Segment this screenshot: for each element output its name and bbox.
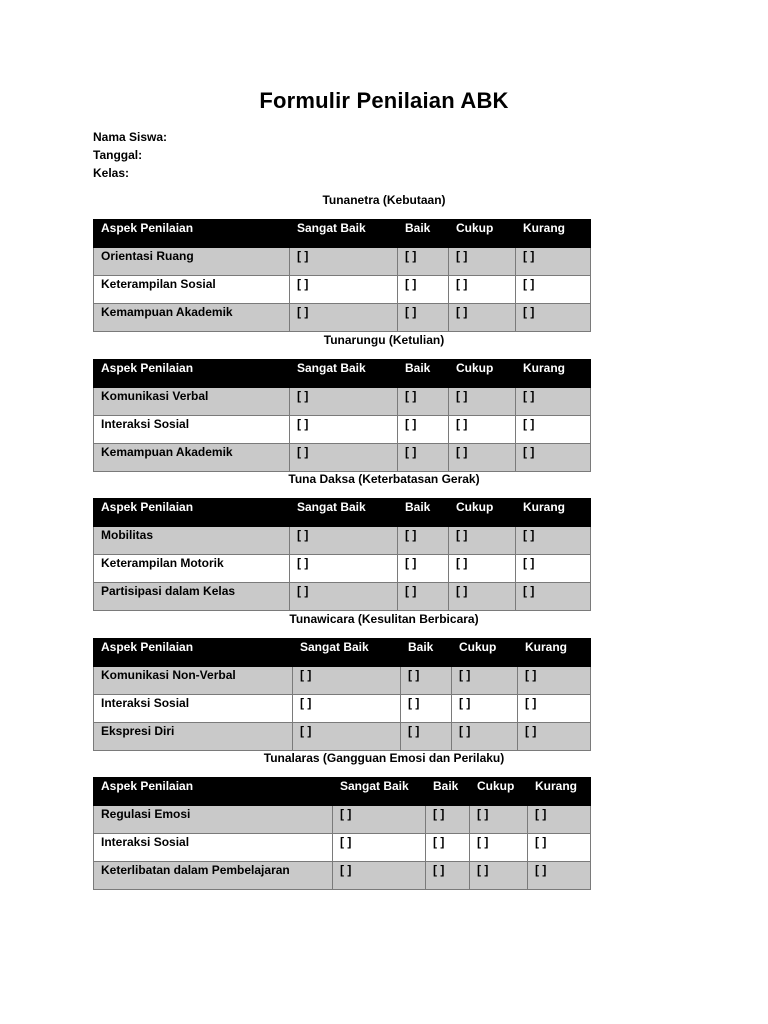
aspect-label: Keterlibatan dalam Pembelajaran: [94, 862, 333, 890]
table-header-row: [94, 778, 591, 806]
checkbox-kurang[interactable]: [ ]: [516, 555, 591, 583]
checkbox-kurang[interactable]: [ ]: [516, 248, 591, 276]
table-row: [94, 862, 591, 890]
table-row: [94, 667, 591, 695]
checkbox-baik[interactable]: [ ]: [398, 304, 449, 332]
checkbox-baik[interactable]: [ ]: [398, 416, 449, 444]
student-name-field: Nama Siswa:: [93, 130, 168, 144]
header-sangat-baik: Sangat Baik: [290, 220, 398, 248]
checkbox-kurang[interactable]: [ ]: [518, 695, 591, 723]
header-kurang: Kurang: [528, 778, 591, 806]
table-header-row: [94, 220, 591, 248]
aspect-label: Kemampuan Akademik: [94, 444, 290, 472]
checkbox-baik[interactable]: [ ]: [398, 527, 449, 555]
student-info: [93, 128, 167, 182]
aspect-label: Kemampuan Akademik: [94, 304, 290, 332]
checkbox-baik[interactable]: [ ]: [401, 667, 452, 695]
checkbox-cukup[interactable]: [ ]: [470, 806, 528, 834]
checkbox-sangat-baik[interactable]: [ ]: [290, 444, 398, 472]
header-aspek: Aspek Penilaian: [94, 220, 290, 248]
header-kurang: Kurang: [516, 499, 591, 527]
checkbox-baik[interactable]: [ ]: [426, 862, 470, 890]
checkbox-kurang[interactable]: [ ]: [516, 444, 591, 472]
checkbox-baik[interactable]: [ ]: [398, 444, 449, 472]
assessment-table-tunarungu: [93, 359, 591, 472]
aspect-label: Partisipasi dalam Kelas: [94, 583, 290, 611]
section-title-tunanetra: Tunanetra (Kebutaan): [322, 193, 446, 207]
checkbox-cukup[interactable]: [ ]: [449, 444, 516, 472]
checkbox-sangat-baik[interactable]: [ ]: [333, 834, 426, 862]
section-title-tunawicara: Tunawicara (Kesulitan Berbicara): [289, 612, 479, 626]
checkbox-kurang[interactable]: [ ]: [528, 862, 591, 890]
assessment-table-tunanetra: [93, 219, 591, 332]
header-cukup: Cukup: [449, 499, 516, 527]
checkbox-kurang[interactable]: [ ]: [516, 416, 591, 444]
aspect-label: Regulasi Emosi: [94, 806, 333, 834]
header-sangat-baik: Sangat Baik: [333, 778, 426, 806]
checkbox-baik[interactable]: [ ]: [398, 583, 449, 611]
table-row: [94, 806, 591, 834]
checkbox-kurang[interactable]: [ ]: [516, 527, 591, 555]
table-row: [94, 555, 591, 583]
aspect-label: Interaksi Sosial: [94, 416, 290, 444]
assessment-table-tunalaras: [93, 777, 591, 890]
checkbox-sangat-baik[interactable]: [ ]: [290, 276, 398, 304]
table-row: [94, 416, 591, 444]
header-baik: Baik: [398, 220, 449, 248]
table-row: [94, 527, 591, 555]
aspect-label: Orientasi Ruang: [94, 248, 290, 276]
checkbox-sangat-baik[interactable]: [ ]: [290, 555, 398, 583]
date-field: Tanggal:: [93, 148, 143, 162]
table-header-row: [94, 639, 591, 667]
checkbox-sangat-baik[interactable]: [ ]: [290, 248, 398, 276]
section-title-tunalaras: Tunalaras (Gangguan Emosi dan Perilaku): [263, 751, 505, 765]
header-sangat-baik: Sangat Baik: [290, 360, 398, 388]
table-row: [94, 444, 591, 472]
table-row: [94, 723, 591, 751]
checkbox-cukup[interactable]: [ ]: [449, 555, 516, 583]
header-kurang: Kurang: [516, 360, 591, 388]
checkbox-kurang[interactable]: [ ]: [528, 806, 591, 834]
checkbox-cukup[interactable]: [ ]: [452, 667, 518, 695]
page-title: Formulir Penilaian ABK: [259, 88, 509, 113]
checkbox-kurang[interactable]: [ ]: [516, 304, 591, 332]
checkbox-cukup[interactable]: [ ]: [452, 723, 518, 751]
class-field: Kelas:: [93, 166, 130, 180]
header-cukup: Cukup: [449, 360, 516, 388]
header-baik: Baik: [398, 360, 449, 388]
table-row: [94, 583, 591, 611]
aspect-label: Ekspresi Diri: [94, 723, 293, 751]
checkbox-sangat-baik[interactable]: [ ]: [333, 862, 426, 890]
header-aspek: Aspek Penilaian: [94, 639, 293, 667]
checkbox-kurang[interactable]: [ ]: [516, 276, 591, 304]
checkbox-sangat-baik[interactable]: [ ]: [293, 723, 401, 751]
header-kurang: Kurang: [518, 639, 591, 667]
checkbox-baik[interactable]: [ ]: [398, 388, 449, 416]
table-row: [94, 248, 591, 276]
checkbox-sangat-baik[interactable]: [ ]: [293, 695, 401, 723]
checkbox-kurang[interactable]: [ ]: [518, 723, 591, 751]
checkbox-sangat-baik[interactable]: [ ]: [290, 583, 398, 611]
checkbox-kurang[interactable]: [ ]: [516, 388, 591, 416]
checkbox-cukup[interactable]: [ ]: [449, 388, 516, 416]
aspect-label: Keterampilan Motorik: [94, 555, 290, 583]
aspect-label: Interaksi Sosial: [94, 695, 293, 723]
header-sangat-baik: Sangat Baik: [290, 499, 398, 527]
checkbox-sangat-baik[interactable]: [ ]: [290, 304, 398, 332]
checkbox-baik[interactable]: [ ]: [426, 834, 470, 862]
checkbox-baik[interactable]: [ ]: [398, 276, 449, 304]
table-row: [94, 388, 591, 416]
aspect-label: Mobilitas: [94, 527, 290, 555]
header-baik: Baik: [401, 639, 452, 667]
checkbox-baik[interactable]: [ ]: [401, 695, 452, 723]
checkbox-baik[interactable]: [ ]: [398, 555, 449, 583]
checkbox-sangat-baik[interactable]: [ ]: [293, 667, 401, 695]
table-header-row: [94, 499, 591, 527]
checkbox-baik[interactable]: [ ]: [426, 806, 470, 834]
checkbox-sangat-baik[interactable]: [ ]: [290, 416, 398, 444]
header-kurang: Kurang: [516, 220, 591, 248]
checkbox-baik[interactable]: [ ]: [398, 248, 449, 276]
checkbox-cukup[interactable]: [ ]: [452, 695, 518, 723]
checkbox-sangat-baik[interactable]: [ ]: [290, 527, 398, 555]
checkbox-cukup[interactable]: [ ]: [449, 248, 516, 276]
aspect-label: Keterampilan Sosial: [94, 276, 290, 304]
section-title-tunarungu: Tunarungu (Ketulian): [323, 333, 445, 347]
aspect-label: Komunikasi Non-Verbal: [94, 667, 293, 695]
header-cukup: Cukup: [449, 220, 516, 248]
aspect-label: Interaksi Sosial: [94, 834, 333, 862]
section-title-tuna-daksa: Tuna Daksa (Keterbatasan Gerak): [288, 472, 480, 486]
table-row: [94, 834, 591, 862]
header-aspek: Aspek Penilaian: [94, 499, 290, 527]
table-row: [94, 276, 591, 304]
checkbox-cukup[interactable]: [ ]: [449, 527, 516, 555]
table-row: [94, 695, 591, 723]
aspect-label: Komunikasi Verbal: [94, 388, 290, 416]
checkbox-cukup[interactable]: [ ]: [449, 276, 516, 304]
checkbox-cukup[interactable]: [ ]: [470, 862, 528, 890]
checkbox-cukup[interactable]: [ ]: [449, 304, 516, 332]
header-cukup: Cukup: [470, 778, 528, 806]
checkbox-cukup[interactable]: [ ]: [449, 583, 516, 611]
checkbox-kurang[interactable]: [ ]: [516, 583, 591, 611]
checkbox-kurang[interactable]: [ ]: [528, 834, 591, 862]
checkbox-sangat-baik[interactable]: [ ]: [333, 806, 426, 834]
checkbox-sangat-baik[interactable]: [ ]: [290, 388, 398, 416]
header-aspek: Aspek Penilaian: [94, 360, 290, 388]
checkbox-cukup[interactable]: [ ]: [470, 834, 528, 862]
header-cukup: Cukup: [452, 639, 518, 667]
checkbox-kurang[interactable]: [ ]: [518, 667, 591, 695]
header-baik: Baik: [426, 778, 470, 806]
table-header-row: [94, 360, 591, 388]
header-aspek: Aspek Penilaian: [94, 778, 333, 806]
header-sangat-baik: Sangat Baik: [293, 639, 401, 667]
table-row: [94, 304, 591, 332]
assessment-table-tunawicara: [93, 638, 591, 751]
assessment-table-tuna-daksa: [93, 498, 591, 611]
checkbox-cukup[interactable]: [ ]: [449, 416, 516, 444]
header-baik: Baik: [398, 499, 449, 527]
checkbox-baik[interactable]: [ ]: [401, 723, 452, 751]
